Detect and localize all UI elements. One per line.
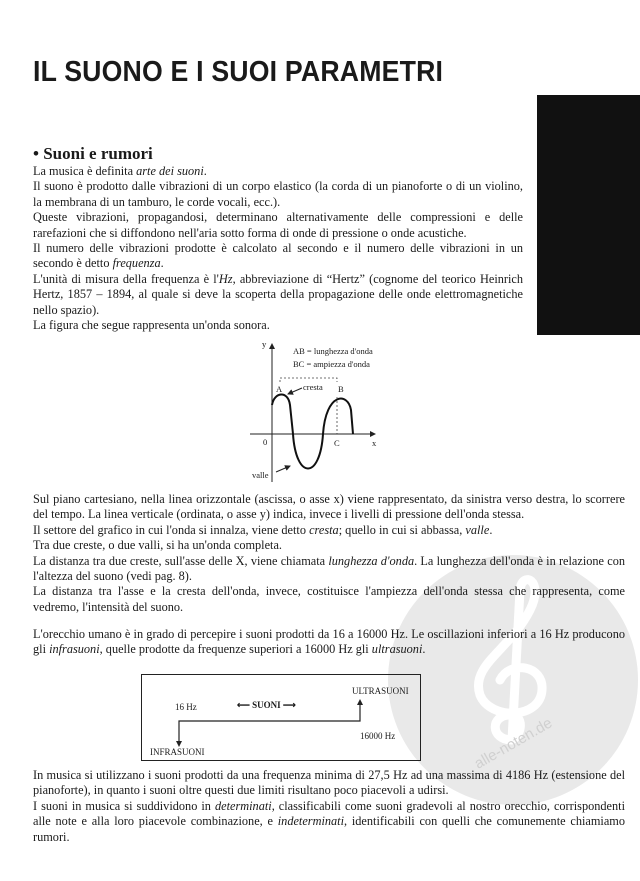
line: Il numero delle vibrazioni prodotte è calcolato al secondo e il numero delle vibrazioni in un secondo è detto frequenza. [33,241,523,271]
line: Sul piano cartesiano, nella linea orizzontale (ascissa, o asse x) viene rappresentato, da sinistra verso destra, lo scorrere del tempo. La linea verticale (ordinata, o asse y) indica, invece i livelli di pressione dell'onda stessa. [33,492,625,522]
bullet: • [33,144,39,163]
crest-label: cresta [303,382,323,392]
legend-ab: AB = lunghezza d'onda [293,346,373,356]
point-b-label: B [338,384,344,394]
line: La figura che segue rappresenta un'onda sonora. [33,318,270,333]
x-axis-label: x [372,438,377,448]
wave-explanation [33,492,625,615]
hearing-range-paragraph: L'orecchio umano è in grado di percepire i suoni prodotti da 16 a 16000 Hz. Le oscillazioni inferiori a 16 Hz producono gli infrasuoni, quelle prodotte da frequenze superiori a 16000 Hz gli ultrasuoni. [33,627,625,657]
line: La distanza tra due creste, sull'asse delle X, viene chiamata lunghezza d'onda. La lunghezza dell'onda è in relazione con l'altezza del suono (vedi pag. 8). [33,553,625,584]
origin-label: 0 [263,437,268,447]
crest-arrow [288,388,302,394]
section-heading-text: Suoni e rumori [43,144,153,163]
line: I suoni in musica si suddividono in determinati, classificabili come suoni gradevoli al nostro orecchio, corrispondenti alle note e alla loro piacevole combinazione, e indeterminati, identificabili con quelli che comunemente chiamiamo rumori. [33,798,625,844]
high-frequency-label: 16000 Hz [360,731,396,741]
line: Il settore del grafico in cui l'onda si innalza, viene detto cresta; quello in cui si abbassa, valle. [33,522,493,537]
watermark-text: alle-noten.de [471,714,556,773]
trough-arrow [276,466,290,472]
music-sounds-paragraph [33,768,625,845]
line: In musica si utilizzano i suoni prodotti da una frequenza minima di 27,5 Hz ad una massima di 4186 Hz (estensione del pianoforte), in quanto i suoni oltre questi due limiti risultano poco piacevoli a udirsi. [33,768,625,798]
legend-bc: BC = ampiezza d'onda [293,359,370,369]
ultrasound-label: ULTRASUONI [352,686,409,696]
point-c-label: C [334,438,340,448]
sounds-label: ⟵ SUONI ⟶ [237,700,296,710]
page-title: IL SUONO E I SUOI PARAMETRI [33,56,444,88]
line: Il suono è prodotto dalle vibrazioni di un corpo elastico (la corda di un pianoforte o di un violino, la membrana di un tamburo, le corde vocali, ecc.). [33,179,523,209]
line: La distanza tra l'asse e la cresta dell'onda, invece, costituisce l'ampiezza dell'onda stessa che rappresenta, come vedremo, l'intensità del suono. [33,584,625,614]
sound-wave [272,394,353,468]
infrasound-label: INFRASUONI [150,747,205,757]
line: L'unità di misura della frequenza è l'Hz, abbreviazione di “Hertz” (cognome del teorico Heinrich Hertz, 1857 – 1894, al quale si deve la scoperta della propagazione delle onde elettromagnetiche nello spazio). [33,271,523,317]
line: Queste vibrazioni, propagandosi, determinano alternativamente delle compressioni e delle rarefazioni che si diffondono nell'aria sotto forma di onde di pressione o onde acustiche. [33,210,523,240]
trough-label: valle [252,470,269,480]
line: Tra due creste, o due valli, si ha un'onda completa. [33,538,282,553]
y-axis-label: y [262,339,267,349]
low-frequency-label: 16 Hz [175,702,197,712]
point-a-label: A [276,384,283,394]
line: La musica è definita arte dei suoni. [33,164,207,178]
